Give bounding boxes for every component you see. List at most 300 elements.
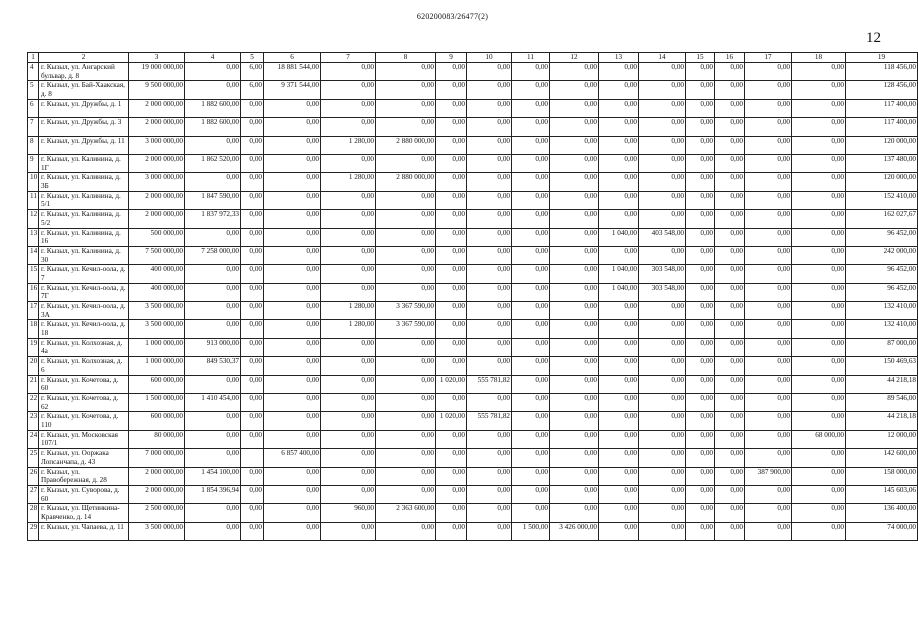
row-number-cell: 8 (28, 136, 39, 154)
amount-cell: 0,00 (550, 302, 599, 320)
column-header: 9 (436, 53, 467, 63)
amount-cell: 0,00 (550, 467, 599, 485)
amount-cell: 0,00 (241, 99, 264, 117)
amount-cell: 0,00 (639, 118, 686, 136)
table-row (28, 485, 918, 503)
amount-cell: 0,00 (467, 430, 512, 448)
amount-cell: 0,00 (185, 412, 241, 430)
amount-cell: 120 000,00 (846, 173, 918, 191)
amount-cell: 0,00 (715, 522, 745, 540)
amount-cell: 0,00 (686, 191, 715, 209)
amount-cell: 0,00 (376, 118, 436, 136)
table-row (28, 412, 918, 430)
amount-cell: 0,00 (599, 467, 639, 485)
amount-cell: 0,00 (745, 375, 792, 393)
amount-cell: 0,00 (686, 430, 715, 448)
amount-cell: 0,00 (715, 283, 745, 301)
amount-cell: 0,00 (264, 467, 321, 485)
amount-cell: 158 000,00 (846, 467, 918, 485)
row-number-cell: 4 (28, 63, 39, 81)
amount-cell: 0,00 (467, 154, 512, 172)
address-cell: г. Кызыл, ул. Чапаева, д. 11 (39, 522, 129, 540)
amount-cell: 0,00 (550, 283, 599, 301)
amount-cell: 0,00 (792, 118, 846, 136)
amount-cell: 0,00 (264, 522, 321, 540)
table-row (28, 302, 918, 320)
amount-cell: 0,00 (321, 210, 376, 228)
table-row (28, 81, 918, 99)
amount-cell: 1 040,00 (599, 283, 639, 301)
amount-cell: 0,00 (436, 136, 467, 154)
amount-cell: 0,00 (376, 99, 436, 117)
amount-cell: 0,00 (264, 394, 321, 412)
amount-cell: 0,00 (436, 63, 467, 81)
amount-cell: 2 000 000,00 (129, 210, 185, 228)
amount-cell: 0,00 (467, 394, 512, 412)
amount-cell: 0,00 (745, 485, 792, 503)
amount-cell: 0,00 (715, 99, 745, 117)
amount-cell: 0,00 (792, 136, 846, 154)
amount-cell: 0,00 (376, 449, 436, 467)
amount-cell: 0,00 (467, 173, 512, 191)
amount-cell: 0,00 (512, 485, 550, 503)
address-cell: г. Кызыл, ул. Кочетова, д. 62 (39, 394, 129, 412)
amount-cell: 0,00 (639, 320, 686, 338)
amount-cell: 0,00 (185, 449, 241, 467)
amount-cell: 0,00 (639, 302, 686, 320)
amount-cell: 0,00 (792, 246, 846, 264)
amount-cell: 0,00 (436, 302, 467, 320)
amount-cell: 137 480,00 (846, 154, 918, 172)
amount-cell: 1 040,00 (599, 265, 639, 283)
amount-cell: 162 027,67 (846, 210, 918, 228)
amount-cell: 0,00 (550, 228, 599, 246)
amount-cell: 0,00 (550, 63, 599, 81)
amount-cell: 0,00 (467, 265, 512, 283)
row-number-cell: 21 (28, 375, 39, 393)
row-number-cell: 17 (28, 302, 39, 320)
amount-cell: 0,00 (745, 338, 792, 356)
amount-cell: 600 000,00 (129, 375, 185, 393)
row-number-cell: 28 (28, 504, 39, 522)
amount-cell: 0,00 (264, 191, 321, 209)
amount-cell: 0,00 (550, 136, 599, 154)
amount-cell: 19 000 000,00 (129, 63, 185, 81)
amount-cell: 2 000 000,00 (129, 118, 185, 136)
amount-cell: 3 367 590,00 (376, 302, 436, 320)
amount-cell: 0,00 (512, 246, 550, 264)
amount-cell: 0,00 (715, 154, 745, 172)
row-number-cell: 5 (28, 81, 39, 99)
amount-cell: 0,00 (599, 430, 639, 448)
address-cell: г. Кызыл, ул. Калинина, д. 1Г (39, 154, 129, 172)
amount-cell: 3 500 000,00 (129, 302, 185, 320)
amount-cell: 0,00 (264, 136, 321, 154)
amount-cell: 0,00 (241, 430, 264, 448)
row-number-cell: 29 (28, 522, 39, 540)
amount-cell: 0,00 (686, 302, 715, 320)
amount-cell: 1 040,00 (599, 228, 639, 246)
amount-cell: 0,00 (376, 63, 436, 81)
amount-cell: 0,00 (599, 191, 639, 209)
amount-cell: 0,00 (686, 467, 715, 485)
page-number: 12 (866, 30, 881, 46)
amount-cell: 136 400,00 (846, 504, 918, 522)
amount-cell: 0,00 (686, 375, 715, 393)
amount-cell: 0,00 (185, 320, 241, 338)
amount-cell: 0,00 (376, 283, 436, 301)
amount-cell: 0,00 (599, 394, 639, 412)
amount-cell: 0,00 (715, 394, 745, 412)
amount-cell: 0,00 (436, 320, 467, 338)
column-header: 14 (639, 53, 686, 63)
table-body (28, 63, 918, 541)
amount-cell: 0,00 (639, 81, 686, 99)
amount-cell: 0,00 (715, 118, 745, 136)
amount-cell: 0,00 (467, 81, 512, 99)
row-number-cell: 26 (28, 467, 39, 485)
amount-cell: 0,00 (745, 430, 792, 448)
row-number-cell: 13 (28, 228, 39, 246)
amount-cell: 0,00 (686, 246, 715, 264)
amount-cell: 0,00 (436, 154, 467, 172)
amount-cell: 1 847 590,00 (185, 191, 241, 209)
table-row (28, 394, 918, 412)
row-number-cell: 6 (28, 99, 39, 117)
amount-cell: 0,00 (436, 430, 467, 448)
amount-cell: 0,00 (467, 246, 512, 264)
amount-cell: 0,00 (599, 99, 639, 117)
table-row (28, 191, 918, 209)
amount-cell: 0,00 (436, 99, 467, 117)
amount-cell: 0,00 (512, 394, 550, 412)
amount-cell: 0,00 (467, 449, 512, 467)
amount-cell: 0,00 (436, 522, 467, 540)
amount-cell: 0,00 (686, 283, 715, 301)
amount-cell: 0,00 (241, 191, 264, 209)
amount-cell: 0,00 (436, 265, 467, 283)
address-cell: г. Кызыл, ул. Кочетова, д. 110 (39, 412, 129, 430)
amount-cell: 0,00 (686, 412, 715, 430)
amount-cell: 3 367 590,00 (376, 320, 436, 338)
amount-cell: 145 603,06 (846, 485, 918, 503)
amount-cell: 0,00 (185, 63, 241, 81)
amount-cell: 1 000 000,00 (129, 357, 185, 375)
column-header: 15 (686, 53, 715, 63)
amount-cell: 0,00 (639, 154, 686, 172)
amount-cell: 0,00 (639, 375, 686, 393)
table-row (28, 320, 918, 338)
amount-cell: 0,00 (639, 136, 686, 154)
amount-cell: 18 881 544,00 (264, 63, 321, 81)
amount-cell: 0,00 (321, 394, 376, 412)
amount-cell: 0,00 (512, 81, 550, 99)
amount-cell: 0,00 (745, 265, 792, 283)
amount-cell: 1 862 520,00 (185, 154, 241, 172)
column-header: 16 (715, 53, 745, 63)
amount-cell: 0,00 (550, 338, 599, 356)
amount-cell: 555 781,82 (467, 412, 512, 430)
amount-cell: 0,00 (376, 228, 436, 246)
document-id: 620200083/26477(2) (416, 12, 489, 21)
amount-cell: 0,00 (686, 228, 715, 246)
amount-cell: 0,00 (321, 265, 376, 283)
amount-cell: 2 000 000,00 (129, 99, 185, 117)
amount-cell: 0,00 (241, 357, 264, 375)
column-header: 12 (550, 53, 599, 63)
address-cell: г. Кызыл, ул. Московская 107/1 (39, 430, 129, 448)
amount-cell: 0,00 (512, 154, 550, 172)
amount-cell: 0,00 (467, 283, 512, 301)
amount-cell: 0,00 (264, 504, 321, 522)
amount-cell: 0,00 (264, 99, 321, 117)
amount-cell: 2 880 000,00 (376, 173, 436, 191)
amount-cell: 0,00 (264, 375, 321, 393)
amount-cell: 0,00 (792, 283, 846, 301)
amount-cell: 2 000 000,00 (129, 467, 185, 485)
column-header: 17 (745, 53, 792, 63)
amount-cell: 0,00 (512, 283, 550, 301)
amount-cell: 0,00 (512, 302, 550, 320)
amount-cell: 0,00 (715, 81, 745, 99)
table-row (28, 136, 918, 154)
amount-cell: 0,00 (599, 173, 639, 191)
amount-cell: 0,00 (321, 338, 376, 356)
amount-cell: 0,00 (264, 210, 321, 228)
amount-cell: 87 000,00 (846, 338, 918, 356)
address-cell: г. Кызыл, ул. Калинина, д. 30 (39, 246, 129, 264)
amount-cell: 0,00 (599, 136, 639, 154)
amount-cell: 0,00 (550, 265, 599, 283)
amount-cell: 1 454 100,00 (185, 467, 241, 485)
amount-cell: 0,00 (321, 154, 376, 172)
amount-cell: 0,00 (376, 357, 436, 375)
amount-cell: 0,00 (686, 357, 715, 375)
amount-cell: 0,00 (686, 136, 715, 154)
amount-cell: 0,00 (436, 191, 467, 209)
amount-cell: 0,00 (264, 265, 321, 283)
amount-cell: 0,00 (550, 449, 599, 467)
amount-cell: 0,00 (792, 522, 846, 540)
amount-cell: 0,00 (185, 430, 241, 448)
row-number-cell: 9 (28, 154, 39, 172)
amount-cell: 0,00 (467, 338, 512, 356)
amount-cell: 0,00 (512, 375, 550, 393)
amount-cell: 0,00 (715, 191, 745, 209)
amount-cell: 0,00 (321, 228, 376, 246)
amount-cell: 0,00 (512, 357, 550, 375)
address-cell: г. Кызыл, ул. Колхозная, д. 6 (39, 357, 129, 375)
amount-cell: 0,00 (241, 522, 264, 540)
amount-cell: 2 000 000,00 (129, 154, 185, 172)
amount-cell: 0,00 (599, 357, 639, 375)
amount-cell: 0,00 (792, 191, 846, 209)
amount-cell: 0,00 (512, 118, 550, 136)
amount-cell: 0,00 (792, 320, 846, 338)
amount-cell: 0,00 (792, 375, 846, 393)
amount-cell: 1 500,00 (512, 522, 550, 540)
amount-cell: 0,00 (376, 154, 436, 172)
amount-cell: 0,00 (686, 265, 715, 283)
amount-cell: 80 000,00 (129, 430, 185, 448)
amount-cell: 0,00 (185, 265, 241, 283)
amount-cell: 0,00 (264, 430, 321, 448)
amount-cell: 0,00 (512, 265, 550, 283)
amount-cell: 128 456,00 (846, 81, 918, 99)
amount-cell: 0,00 (745, 246, 792, 264)
amount-cell: 0,00 (264, 246, 321, 264)
amount-cell: 1 854 396,94 (185, 485, 241, 503)
amount-cell: 0,00 (241, 136, 264, 154)
amount-cell: 0,00 (792, 99, 846, 117)
amount-cell: 0,00 (599, 118, 639, 136)
amount-cell: 44 218,18 (846, 412, 918, 430)
amount-cell: 0,00 (599, 375, 639, 393)
amount-cell: 0,00 (715, 357, 745, 375)
amount-cell: 152 410,00 (846, 191, 918, 209)
amount-cell: 403 548,00 (639, 228, 686, 246)
amount-cell: 0,00 (639, 485, 686, 503)
table-row (28, 228, 918, 246)
amount-cell: 242 000,00 (846, 246, 918, 264)
amount-cell: 0,00 (321, 412, 376, 430)
row-number-cell: 18 (28, 320, 39, 338)
amount-cell: 0,00 (467, 63, 512, 81)
amount-cell: 0,00 (376, 430, 436, 448)
amount-cell: 0,00 (550, 504, 599, 522)
amount-cell: 0,00 (792, 154, 846, 172)
amount-cell: 0,00 (321, 81, 376, 99)
amount-cell: 0,00 (185, 228, 241, 246)
amount-cell: 0,00 (376, 375, 436, 393)
amount-cell: 0,00 (185, 302, 241, 320)
address-cell: г. Кызыл, ул. Правобережная, д. 28 (39, 467, 129, 485)
amount-cell: 142 600,00 (846, 449, 918, 467)
amount-cell: 0,00 (715, 449, 745, 467)
amount-cell: 0,00 (792, 357, 846, 375)
amount-cell: 0,00 (715, 430, 745, 448)
row-number-cell: 12 (28, 210, 39, 228)
amount-cell: 0,00 (745, 320, 792, 338)
amount-cell: 0,00 (686, 99, 715, 117)
amount-cell: 0,00 (264, 338, 321, 356)
amount-cell: 0,00 (745, 173, 792, 191)
amount-cell: 0,00 (512, 449, 550, 467)
amount-cell: 0,00 (745, 394, 792, 412)
amount-cell: 0,00 (792, 467, 846, 485)
amount-cell: 0,00 (241, 467, 264, 485)
amount-cell: 0,00 (436, 228, 467, 246)
amount-cell: 0,00 (639, 467, 686, 485)
row-number-cell: 25 (28, 449, 39, 467)
amount-cell: 0,00 (745, 449, 792, 467)
amount-cell: 0,00 (467, 357, 512, 375)
amount-cell: 0,00 (264, 302, 321, 320)
amount-cell: 0,00 (792, 228, 846, 246)
row-number-cell: 20 (28, 357, 39, 375)
table-row (28, 63, 918, 81)
row-number-cell: 23 (28, 412, 39, 430)
amount-cell: 0,00 (686, 320, 715, 338)
amount-cell: 2 500 000,00 (129, 504, 185, 522)
amount-cell: 3 000 000,00 (129, 136, 185, 154)
amount-cell: 0,00 (639, 357, 686, 375)
amount-cell: 0,00 (792, 173, 846, 191)
amount-cell: 0,00 (792, 449, 846, 467)
address-cell: г. Кызыл, ул. Калинина, д. 16 (39, 228, 129, 246)
amount-cell: 500 000,00 (129, 228, 185, 246)
amount-cell: 0,00 (241, 246, 264, 264)
amount-cell: 96 452,00 (846, 228, 918, 246)
amount-cell: 400 000,00 (129, 283, 185, 301)
amount-cell: 7 500 000,00 (129, 246, 185, 264)
amount-cell: 1 280,00 (321, 302, 376, 320)
amount-cell: 0,00 (512, 99, 550, 117)
table-row (28, 430, 918, 448)
amount-cell: 960,00 (321, 504, 376, 522)
amount-cell: 0,00 (792, 63, 846, 81)
amount-cell: 3 500 000,00 (129, 320, 185, 338)
amount-cell: 0,00 (715, 265, 745, 283)
amount-cell: 1 020,00 (436, 412, 467, 430)
address-cell: г. Кызыл, ул. Колхозная, д. 4а (39, 338, 129, 356)
amount-cell: 0,00 (686, 504, 715, 522)
amount-cell: 0,00 (792, 394, 846, 412)
amount-cell: 0,00 (185, 283, 241, 301)
amount-cell: 0,00 (715, 302, 745, 320)
amount-cell: 0,00 (745, 63, 792, 81)
table-row (28, 173, 918, 191)
amount-cell: 0,00 (639, 173, 686, 191)
amount-cell: 387 900,00 (745, 467, 792, 485)
table-row (28, 375, 918, 393)
amount-cell: 0,00 (715, 338, 745, 356)
amount-cell: 0,00 (321, 375, 376, 393)
amount-cell: 0,00 (686, 118, 715, 136)
amount-cell: 3 500 000,00 (129, 522, 185, 540)
amount-cell: 0,00 (550, 357, 599, 375)
amount-cell: 0,00 (639, 191, 686, 209)
amount-cell: 0,00 (686, 154, 715, 172)
amount-cell: 0,00 (792, 302, 846, 320)
amount-cell: 0,00 (792, 504, 846, 522)
amount-cell: 0,00 (321, 283, 376, 301)
column-header: 3 (129, 53, 185, 63)
amount-cell: 0,00 (241, 320, 264, 338)
amount-cell: 303 548,00 (639, 283, 686, 301)
amount-cell: 96 452,00 (846, 265, 918, 283)
amount-cell: 0,00 (264, 154, 321, 172)
amount-cell: 0,00 (715, 375, 745, 393)
amount-cell: 0,00 (436, 210, 467, 228)
amount-cell: 0,00 (686, 63, 715, 81)
amount-cell: 0,00 (185, 375, 241, 393)
amount-cell: 0,00 (467, 504, 512, 522)
amount-cell: 0,00 (376, 338, 436, 356)
amount-cell: 9 371 544,00 (264, 81, 321, 99)
amount-cell: 0,00 (185, 173, 241, 191)
amount-cell: 555 781,82 (467, 375, 512, 393)
amount-cell: 0,00 (599, 81, 639, 99)
amount-cell: 0,00 (639, 430, 686, 448)
amount-cell: 0,00 (715, 136, 745, 154)
amount-cell: 0,00 (185, 81, 241, 99)
amount-cell: 0,00 (792, 485, 846, 503)
amount-cell: 600 000,00 (129, 412, 185, 430)
amount-cell: 0,00 (715, 485, 745, 503)
column-header: 4 (185, 53, 241, 63)
amount-cell: 0,00 (376, 394, 436, 412)
